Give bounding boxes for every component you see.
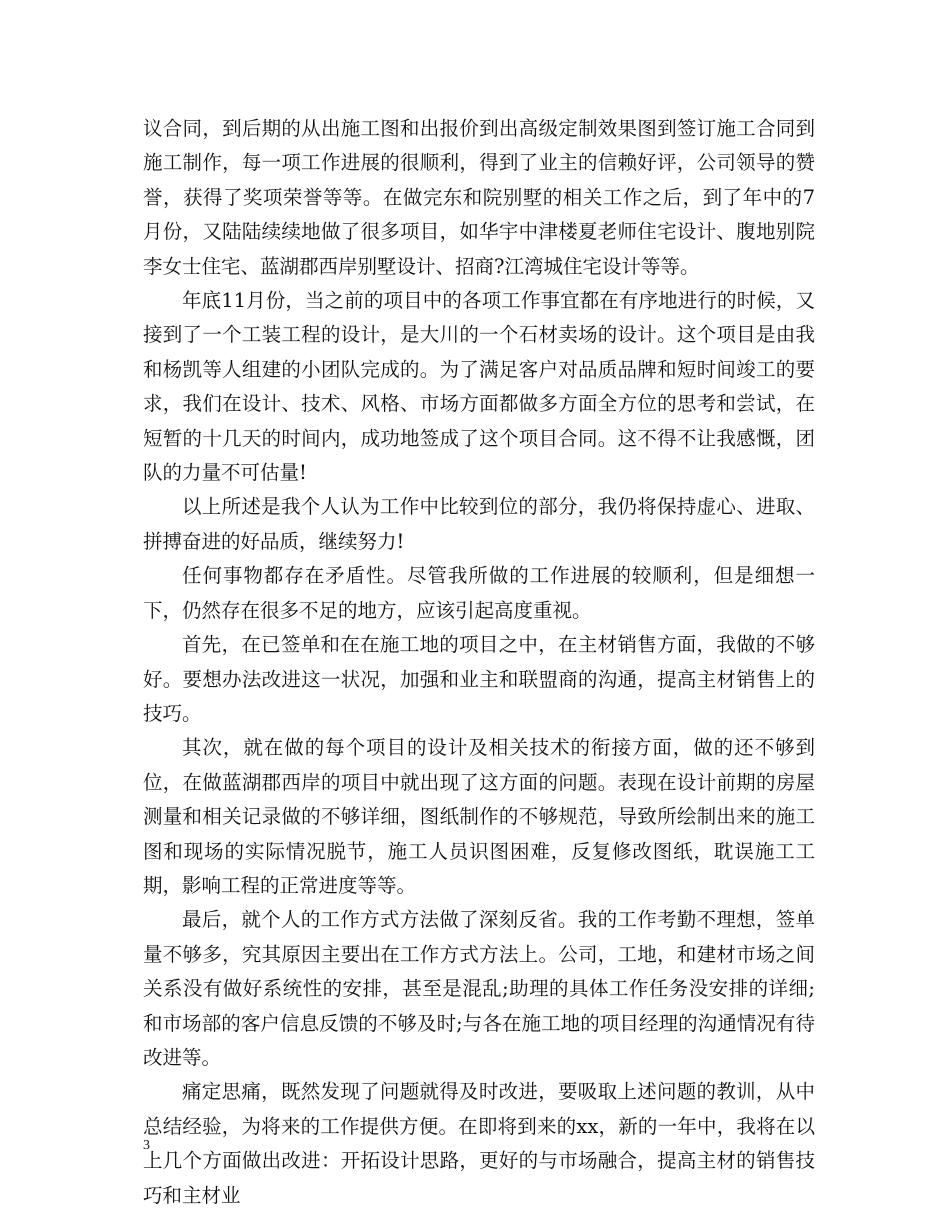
- paragraph-3: 以上所述是我个人认为工作中比较到位的部分，我仍将保持虚心、进取、拼搏奋进的好品质，继续努力!: [143, 495, 815, 553]
- paragraph-5: 首先，在已签单和在在施工地的项目之中，在主材销售方面，我做的不够好。要想办法改进这一状况，加强和业主和联盟商的沟通，提高主材销售上的技巧。: [143, 633, 815, 725]
- paragraph-7: 最后，就个人的工作方式方法做了深刻反省。我的工作考勤不理想，签单量不够多，究其原因主要出在工作方式方法上。公司，工地，和建材市场之间关系没有做好系统性的安排，甚至是混乱;助理的具体工作任务没安排的详细;和市场部的客户信息反馈的不够及时;与各在施工地的项目经理的沟通情况有待改进等。: [143, 908, 815, 1069]
- paragraph-2: 年底11月份，当之前的项目中的各项工作事宜都在有序地进行的时候，又接到了一个工装工程的设计，是大川的一个石材卖场的设计。这个项目是由我和杨凯等人组建的小团队完成的。为了满足客户对品质品牌和短时间竣工的要求，我们在设计、技术、风格、市场方面都做多方面全方位的思考和尝试，在短暂的十几天的时间内，成功地签成了这个项目合同。这不得不让我感慨，团队的力量不可估量!: [143, 289, 815, 485]
- paragraph-6: 其次，就在做的每个项目的设计及相关技术的衔接方面，做的还不够到位，在做蓝湖郡西岸的项目中就出现了这方面的问题。表现在设计前期的房屋测量和相关记录做的不够详细，图纸制作的不够规范，导致所绘制出来的施工图和现场的实际情况脱节，施工人员识图困难，反复修改图纸，耽误施工工期，影响工程的正常进度等等。: [143, 736, 815, 897]
- paragraph-4: 任何事物都存在矛盾性。尽管我所做的工作进展的较顺利，但是细想一下，仍然存在很多不足的地方，应该引起高度重视。: [143, 564, 815, 622]
- page-number: 3: [143, 1138, 150, 1153]
- paragraph-8: 痛定思痛，既然发现了问题就得及时改进，要吸取上述问题的教训，从中总结经验，为将来的工作提供方便。在即将到来的xx，新的一年中，我将在以上几个方面做出改进：开拓设计思路，更好的与市场融合，提高主材的销售技巧和主材业: [143, 1080, 815, 1207]
- document-body: [143, 112, 815, 1213]
- paragraph-1: 议合同，到后期的从出施工图和出报价到出高级定制效果图到签订施工合同到施工制作，每一项工作进展的很顺利，得到了业主的信赖好评，公司领导的赞誉，获得了奖项荣誉等等。在做完东和院别墅的相关工作之后，到了年中的7月份，又陆陆续续地做了很多项目，如华宇中津楼夏老师住宅设计、腹地别院李女士住宅、蓝湖郡西岸别墅设计、招商?江湾城住宅设计等等。: [143, 117, 815, 278]
